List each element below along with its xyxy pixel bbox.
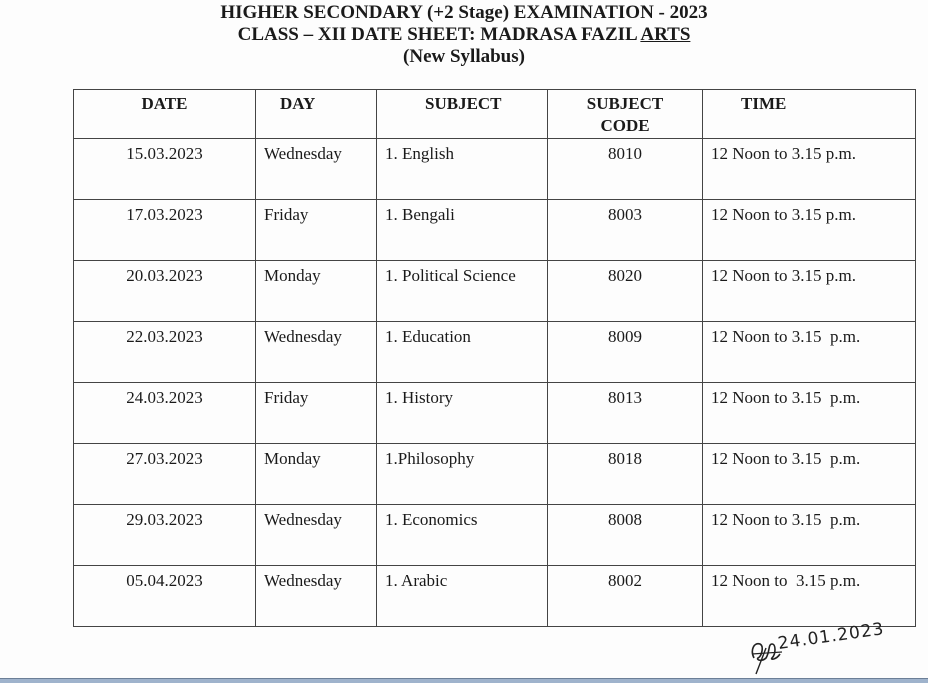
cell-date: 24.03.2023 <box>74 383 256 444</box>
cell-date: 29.03.2023 <box>74 505 256 566</box>
header-subject: SUBJECT <box>377 90 548 139</box>
table-row <box>74 200 916 261</box>
title-line-2-prefix: CLASS – XII DATE SHEET: MADRASA FAZIL <box>237 24 641 45</box>
signature-date: 24.01.2023 <box>776 619 886 654</box>
date-sheet-table <box>73 89 916 627</box>
header-date: DATE <box>74 90 256 139</box>
table-row <box>74 505 916 566</box>
cell-code: 8010 <box>548 139 703 200</box>
window-bottom-edge <box>0 678 928 683</box>
cell-day: Wednesday <box>256 566 377 627</box>
cell-subject: 1. Education <box>377 322 548 383</box>
cell-subject: 1.Philosophy <box>377 444 548 505</box>
header-subject-code-line2: CODE <box>600 116 650 135</box>
table-row <box>74 322 916 383</box>
cell-day: Monday <box>256 261 377 322</box>
cell-date: 20.03.2023 <box>74 261 256 322</box>
cell-date: 22.03.2023 <box>74 322 256 383</box>
handwritten-signature <box>748 619 898 676</box>
cell-date: 05.04.2023 <box>74 566 256 627</box>
table-header-row <box>74 90 916 139</box>
cell-date: 27.03.2023 <box>74 444 256 505</box>
header-time: TIME <box>703 90 916 139</box>
table-row <box>74 566 916 627</box>
cell-subject: 1. Arabic <box>377 566 548 627</box>
cell-code: 8003 <box>548 200 703 261</box>
cell-code: 8008 <box>548 505 703 566</box>
cell-time: 12 Noon to 3.15 p.m. <box>703 200 916 261</box>
cell-day: Wednesday <box>256 322 377 383</box>
cell-time: 12 Noon to 3.15 p.m. <box>703 566 916 627</box>
cell-date: 17.03.2023 <box>74 200 256 261</box>
cell-subject: 1. Political Science <box>377 261 548 322</box>
header-day: DAY <box>256 90 377 139</box>
cell-time: 12 Noon to 3.15 p.m. <box>703 261 916 322</box>
table-row <box>74 383 916 444</box>
cell-code: 8020 <box>548 261 703 322</box>
title-stream-arts: ARTS <box>640 24 691 45</box>
cell-date: 15.03.2023 <box>74 139 256 200</box>
cell-subject: 1. Economics <box>377 505 548 566</box>
cell-day: Monday <box>256 444 377 505</box>
cell-code: 8009 <box>548 322 703 383</box>
cell-time: 12 Noon to 3.15 p.m. <box>703 383 916 444</box>
cell-code: 8018 <box>548 444 703 505</box>
cell-day: Friday <box>256 200 377 261</box>
title-line-3: (New Syllabus) <box>403 46 525 67</box>
cell-day: Friday <box>256 383 377 444</box>
cell-time: 12 Noon to 3.15 p.m. <box>703 139 916 200</box>
header-subject-code-line1: SUBJECT <box>586 94 664 113</box>
cell-day: Wednesday <box>256 139 377 200</box>
table-row <box>74 261 916 322</box>
document-title <box>0 2 928 68</box>
cell-time: 12 Noon to 3.15 p.m. <box>703 444 916 505</box>
title-line-1: HIGHER SECONDARY (+2 Stage) EXAMINATION - 2023 <box>220 2 708 23</box>
title-line-2 <box>0 24 928 46</box>
cell-subject: 1. History <box>377 383 548 444</box>
cell-subject: 1. English <box>377 139 548 200</box>
cell-subject: 1. Bengali <box>377 200 548 261</box>
cell-day: Wednesday <box>256 505 377 566</box>
cell-time: 12 Noon to 3.15 p.m. <box>703 322 916 383</box>
cell-code: 8013 <box>548 383 703 444</box>
table-row <box>74 139 916 200</box>
cell-code: 8002 <box>548 566 703 627</box>
cell-time: 12 Noon to 3.15 p.m. <box>703 505 916 566</box>
header-subject-code <box>548 90 703 139</box>
table-row <box>74 444 916 505</box>
